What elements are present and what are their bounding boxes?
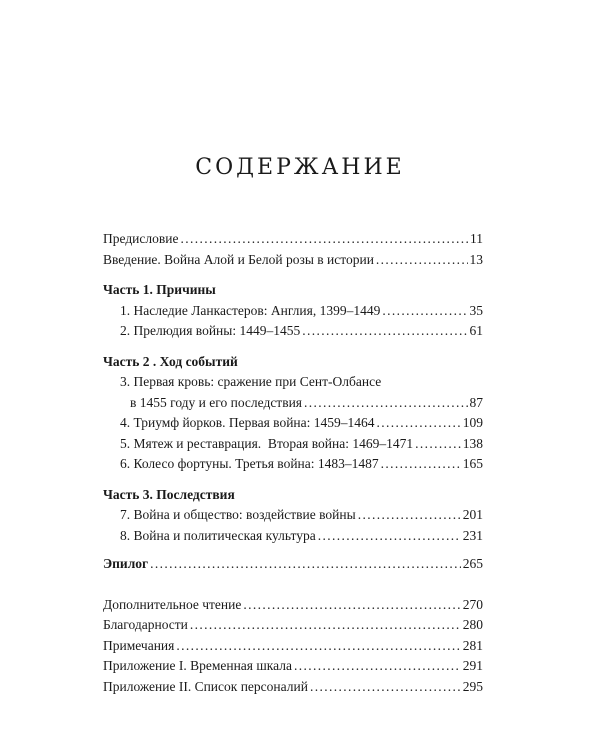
toc-entry[interactable] (103, 413, 483, 434)
toc-entry-label: 7. Война и общество: воздействие войны (120, 507, 356, 522)
toc-entry-page: 281 (462, 637, 483, 653)
toc-entry-label-line1: 3. Первая кровь: сражение при Сент-Олбансе (120, 374, 382, 389)
dot-leader (176, 636, 460, 657)
toc-entry-label: 8. Война и политическая культура (120, 527, 316, 543)
toc-entry[interactable] (103, 656, 483, 677)
toc-entry-label-line2: в 1455 году и его последствия (130, 394, 303, 410)
toc-entry-page: 11 (470, 231, 483, 246)
toc-entry-page: 87 (469, 394, 483, 410)
table-of-contents (103, 229, 483, 697)
part-2-heading[interactable]: Часть 2 . Ход событий (103, 353, 238, 369)
dot-leader (150, 554, 461, 575)
toc-entry-label: Предисловие (103, 231, 179, 246)
toc-entry-page: 201 (462, 507, 483, 522)
dot-leader (415, 434, 461, 455)
toc-entry-label: 2. Прелюдия войны: 1449–1455 (120, 323, 301, 338)
toc-entry-label: Дополнительное чтение (103, 596, 242, 612)
toc-entry[interactable] (103, 229, 483, 250)
toc-entry[interactable] (103, 595, 483, 616)
toc-entry-page: 231 (462, 527, 483, 543)
toc-entry[interactable] (103, 454, 483, 475)
toc-entry-page: 295 (462, 678, 483, 694)
toc-entry[interactable] (103, 615, 483, 636)
toc-entry[interactable] (103, 434, 483, 455)
toc-entry[interactable] (103, 526, 483, 547)
dot-leader (376, 250, 468, 271)
part-1-heading[interactable]: Часть 1. Причины (103, 282, 216, 297)
toc-entry-label: Приложение II. Список персоналий (103, 678, 308, 694)
toc-entry[interactable] (103, 301, 483, 322)
dot-leader (304, 393, 467, 414)
dot-leader (302, 321, 467, 342)
toc-entry-label: 6. Колесо фортуны. Третья война: 1483–1487 (120, 456, 379, 471)
dot-leader (382, 301, 467, 322)
toc-entry[interactable] (103, 250, 483, 271)
dot-leader (180, 229, 468, 250)
dot-leader (190, 615, 461, 636)
dot-leader (310, 677, 461, 698)
toc-entry-page: 138 (462, 435, 483, 451)
toc-entry-page: 61 (469, 323, 483, 338)
toc-entry-page: 280 (462, 617, 483, 632)
dot-leader (358, 505, 461, 526)
toc-entry-page: 35 (469, 302, 483, 318)
toc-entry-label: Благодарности (103, 617, 188, 632)
toc-entry-label: Эпилог (103, 556, 149, 571)
toc-entry-label: 5. Мятеж и реставрация. Вторая война: 1469–1471 (120, 435, 414, 451)
toc-entry[interactable] (103, 372, 483, 413)
section-spacer (103, 575, 483, 595)
part-3-heading[interactable]: Часть 3. Последствия (103, 486, 235, 502)
toc-entry[interactable] (103, 321, 483, 342)
toc-entry-label: 1. Наследие Ланкастеров: Англия, 1399–1449 (120, 302, 381, 318)
dot-leader (294, 656, 461, 677)
toc-entry-page: 265 (462, 556, 483, 571)
toc-entry-label: Введение. Война Алой и Белой розы в истории (103, 251, 374, 267)
dot-leader (243, 595, 460, 616)
dot-leader (381, 454, 461, 475)
page-title: СОДЕРЖАНИЕ (195, 154, 405, 180)
toc-entry-page: 13 (469, 251, 483, 267)
toc-entry[interactable] (103, 505, 483, 526)
toc-entry-page: 109 (462, 415, 483, 430)
toc-entry[interactable] (103, 636, 483, 657)
toc-entry[interactable] (103, 677, 483, 698)
toc-entry-label: Приложение I. Временная шкала (103, 658, 292, 673)
toc-entry-page: 165 (462, 456, 483, 471)
toc-entry-page: 270 (462, 596, 483, 612)
dot-leader (318, 526, 461, 547)
toc-entry-page: 291 (462, 658, 483, 673)
toc-entry-label: 4. Триумф йорков. Первая война: 1459–1464 (120, 415, 375, 430)
toc-entry-label: Примечания (103, 637, 175, 653)
toc-entry-epilogue[interactable] (103, 554, 483, 575)
dot-leader (377, 413, 461, 434)
